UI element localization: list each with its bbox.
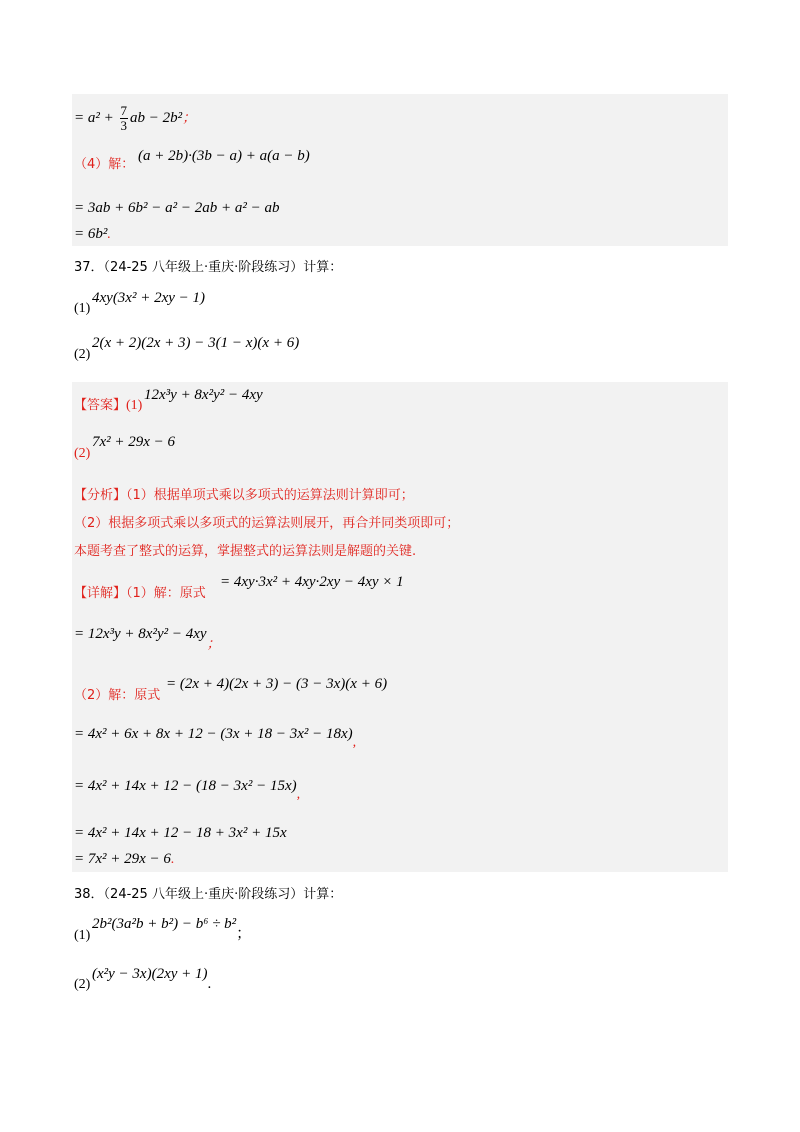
q37-part1-expression: 4xy(3x² + 2xy − 1) <box>92 290 206 306</box>
q38-part1-label: (1) <box>74 928 91 943</box>
q38-part1-expression: 2b²(3a²b + b²) − b⁶ ÷ b²； <box>92 916 252 942</box>
analysis-line-3: 本题考查了整式的运算，掌握整式的运算法则是解题的关键. <box>74 544 417 559</box>
question-38-header: 38．（24-25 八年级上·重庆·阶段练习）计算： <box>74 887 343 902</box>
expand-step-5: = 7x² + 29x − 6. <box>74 851 175 867</box>
analysis-line-2: （2）根据多项式乘以多项式的运算法则展开，再合并同类项即可； <box>74 516 460 531</box>
expand-step-2: = 4x² + 6x + 8x + 12 − (3x + 18 − 3x² − 18x), <box>74 726 357 750</box>
q37-part1-label: (1) <box>74 301 91 316</box>
q37-part2-label: (2) <box>74 347 91 362</box>
fraction: $\frac{7}{3}$ <box>120 103 127 134</box>
q38-part2-label: (2) <box>74 977 91 992</box>
expand-step-1: = (2x + 4)(2x + 3) − (3 − 3x)(x + 6) <box>166 676 388 692</box>
analysis-line-1: 【分析】（1）根据单项式乘以多项式的运算法则计算即可； <box>74 488 414 503</box>
q38-part2-expression: (x²y − 3x)(2xy + 1). <box>92 966 212 992</box>
detail-step-2: = 12x³y + 8x²y² − 4xy； <box>74 626 221 652</box>
expand-step-3: = 4x² + 14x + 12 − (18 − 3x² − 15x), <box>74 778 301 802</box>
q37-part2-expression: 2(x + 2)(2x + 3) − 3(1 − x)(x + 6) <box>92 335 300 351</box>
detail-label: 【详解】（1）解：原式 <box>74 586 206 601</box>
part4-line: （4）解： <box>74 157 135 172</box>
answer-2-expression: 7x² + 29x − 6 <box>92 434 176 450</box>
answer-1-expression: 12x³y + 8x²y² − 4xy <box>144 387 263 403</box>
question-37-header: 37．（24-25 八年级上·重庆·阶段练习）计算： <box>74 260 343 275</box>
answer-2-label: (2) <box>74 446 91 461</box>
part4-expression: (a + 2b)·(3b − a) + a(a − b) <box>138 148 310 164</box>
expand-step-4: = 4x² + 14x + 12 − 18 + 3x² + 15x <box>74 825 287 841</box>
solution-line-1: = a² + $\frac{7}{3}$ ab − 2b²； <box>74 103 197 134</box>
solution-line-3: = 3ab + 6b² − a² − 2ab + a² − ab <box>74 200 280 216</box>
answer-line-1: 【答案】(1) <box>74 398 143 413</box>
answer-tag: 【答案】 <box>74 398 127 413</box>
part2-label: （2）解：原式 <box>74 688 161 703</box>
solution-line-4: = 6b². <box>74 226 111 242</box>
detail-step-1: = 4xy·3x² + 4xy·2xy − 4xy × 1 <box>220 574 404 590</box>
